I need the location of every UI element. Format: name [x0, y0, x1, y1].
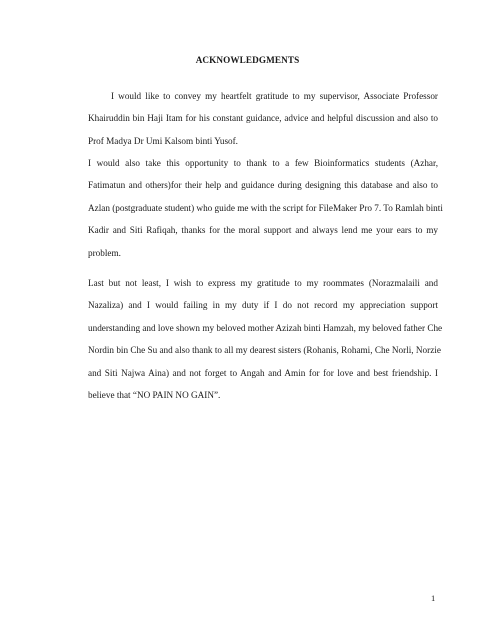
page-number: 1 [431, 593, 436, 603]
paragraph-line: I would like to convey my heartfelt gratitude to my supervisor, Associate Professor [111, 91, 438, 101]
page-heading: ACKNOWLEDGMENTS [195, 55, 300, 65]
paragraph-family [88, 272, 443, 406]
paragraph-line: Prof Madya Dr Umi Kalsom binti Yusof. [88, 135, 238, 146]
paragraph-students [88, 152, 443, 264]
paragraph-line: Nordin bin Che Su and also thank to all my dearest sisters (Rohanis, Rohami, Che Norli, Norzie [88, 345, 441, 356]
paragraph-supervisor [88, 85, 438, 152]
paragraph-line: Fatimatun and others)for their help and guidance during designing this database and also to [88, 180, 438, 191]
paragraph-line: Nazaliza) and I would failing in my duty if I do not record my appreciation support [88, 300, 438, 311]
paragraph-line: Last but not least, I wish to express my gratitude to my roommates (Norazmalaili and [88, 278, 438, 288]
paragraph-line: believe that “NO PAIN NO GAIN”. [88, 390, 221, 401]
paragraph-line: Khairuddin bin Haji Itam for his constant guidance, advice and helpful discussion and also to [88, 113, 438, 124]
paragraph-line: and Siti Najwa Aina) and not forget to Angah and Amin for for love and best friendship. I [88, 367, 438, 378]
paragraph-line: understanding and love shown my beloved mother Azizah binti Hamzah, my beloved father Che [88, 322, 443, 333]
paragraph-line: I would also take this opportunity to thank to a few Bioinformatics students (Azhar, [88, 158, 438, 168]
paragraph-line: problem. [88, 247, 121, 258]
paragraph-line: Azlan (postgraduate student) who guide me with the script for FileMaker Pro 7. To Ramlah binti [88, 202, 443, 213]
paragraph-line: Kadir and Siti Rafiqah, thanks for the moral support and always lend me your ears to my [88, 225, 438, 236]
